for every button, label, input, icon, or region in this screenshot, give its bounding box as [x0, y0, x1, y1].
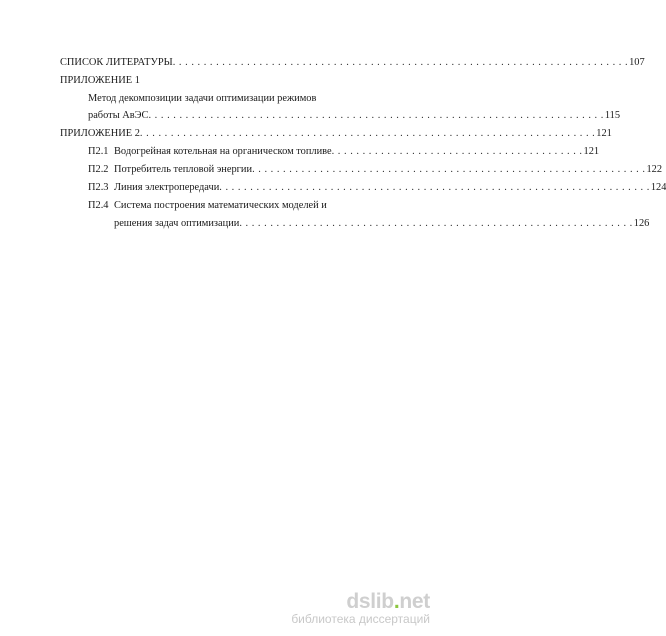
toc-title: Линия электропередачи — [114, 182, 220, 193]
toc-entry-appendix-1-line1 — [88, 92, 418, 106]
toc-title: СПИСОК ЛИТЕРАТУРЫ — [60, 57, 173, 68]
toc-title: Водогрейная котельная на органическом топливе — [114, 146, 332, 157]
toc-title: решения задач оптимизации — [114, 218, 240, 229]
toc-title: Потребитель тепловой энергии — [114, 164, 253, 175]
watermark — [291, 591, 430, 626]
toc-entry-p2-4-line1 — [88, 199, 418, 213]
toc-title: работы АвЭС — [88, 110, 149, 121]
toc-item-number: П2.3 — [88, 182, 109, 193]
toc-page-number: 124 — [650, 182, 666, 193]
toc-heading-appendix-1[interactable] — [60, 74, 260, 88]
toc-leader-dots: . . . . . . . . . . . . . . . . . . . . . . . . . . . . . . . . . . . . . . . . . . . . . . . . . . . . . . . . . . . . . . . . . . . . . . . . . . — [148, 110, 604, 121]
toc-entry-appendix-2[interactable] — [60, 127, 612, 141]
toc-entry-p2-3[interactable] — [88, 181, 666, 195]
toc-entry-p2-2[interactable] — [88, 163, 663, 177]
toc-item-number: П2.2 — [88, 164, 109, 175]
toc-title: Система построения математических моделей и — [114, 200, 327, 211]
toc-leader-dots: . . . . . . . . . . . . . . . . . . . . . . . . . . . . . . . . . . . . . . . . . . . . . . . . . . . . . . . . . . . . . . . . — [239, 218, 633, 229]
toc-page-number: 122 — [646, 164, 663, 175]
toc-leader-dots: . . . . . . . . . . . . . . . . . . . . . . . . . . . . . . . . . . . . . . . . . . . . . . . . . . . . . . . . . . . . . . . . . . . . . . . . . . — [172, 57, 629, 68]
toc-leader-dots: . . . . . . . . . . . . . . . . . . . . . . . . . . . . . . . . . . . . . . . . . . . . . . . . . . . . . . . . . . . . . . . . . . . . . . . . . . — [139, 128, 596, 139]
toc-entry-p2-1[interactable] — [88, 145, 600, 159]
toc-title: ПРИЛОЖЕНИЕ 2 — [60, 128, 140, 139]
toc-page-number: 121 — [596, 128, 612, 139]
toc-item-number: П2.4 — [88, 200, 109, 211]
toc-title: ПРИЛОЖЕНИЕ 1 — [60, 75, 140, 86]
watermark-subtitle: библиотека диссертаций — [291, 612, 430, 626]
toc-entry-p2-4[interactable] — [114, 217, 650, 231]
toc-leader-dots: . . . . . . . . . . . . . . . . . . . . . . . . . . . . . . . . . . . . . . . . . . . . . . . . . . . . . . . . . . . . . . . . — [252, 164, 646, 175]
toc-item-number: П2.1 — [88, 146, 109, 157]
toc-leader-dots: . . . . . . . . . . . . . . . . . . . . . . . . . . . . . . . . . . . . . . . . . . . . . . . . . . . . . . . . . . . . . . . . . . . . . . — [219, 182, 650, 193]
toc-item-label — [88, 145, 332, 159]
toc-title: Метод декомпозиции задачи оптимизации режимов — [88, 93, 317, 104]
watermark-logo-dot: . — [393, 590, 400, 613]
toc-page-number: 121 — [583, 146, 600, 157]
toc-item-label — [88, 181, 219, 195]
toc-item-label — [88, 163, 252, 177]
watermark-logo — [291, 591, 430, 613]
watermark-logo-name: dslib — [346, 590, 394, 613]
toc-page-number: 126 — [633, 218, 650, 229]
toc-entry-appendix-1[interactable] — [88, 109, 621, 123]
toc-entry-bibliography[interactable] — [60, 56, 645, 70]
watermark-logo-tld: net — [399, 590, 430, 613]
toc-page-number: 115 — [604, 110, 621, 121]
toc-page-number: 107 — [629, 57, 645, 68]
toc-leader-dots: . . . . . . . . . . . . . . . . . . . . . . . . . . . . . . . . . . . . . . . . . — [331, 146, 583, 157]
